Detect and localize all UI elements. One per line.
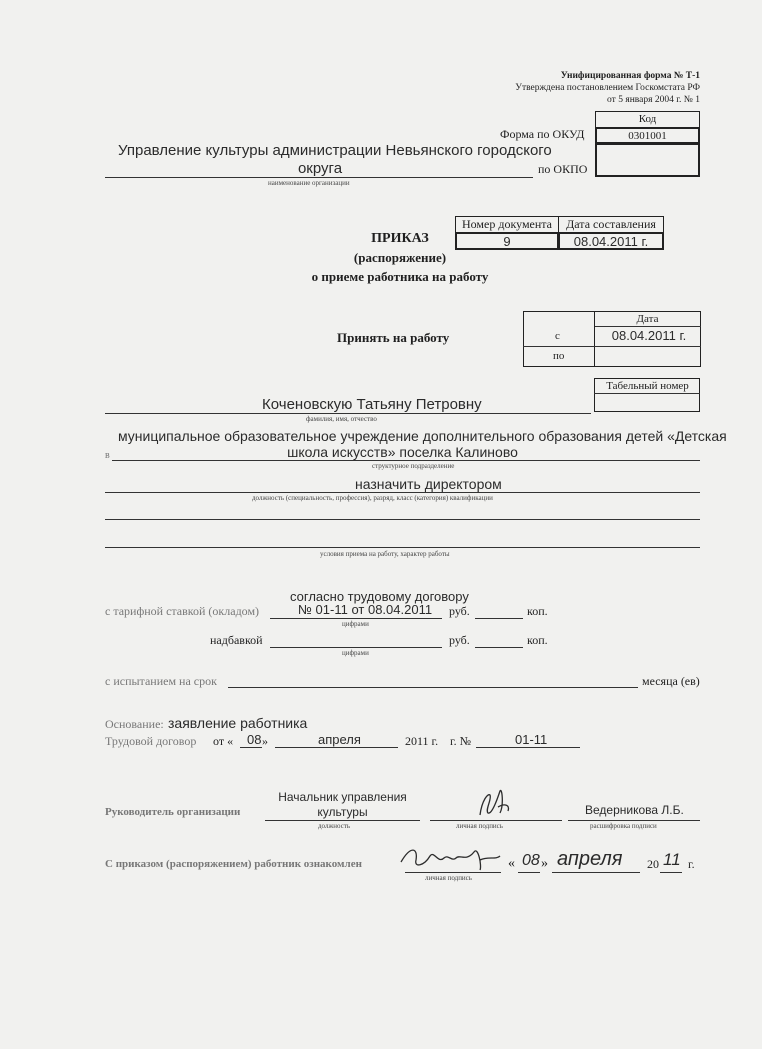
contract-num-label: г. № [450, 734, 472, 748]
okpo-code [595, 143, 700, 177]
bonus-label: надбавкой [210, 633, 263, 647]
ack-year-underline [660, 872, 682, 873]
hire-label: Принять на работу [337, 330, 450, 345]
ack-g: г. [688, 857, 695, 871]
bonus-underline [270, 647, 442, 648]
ack-signature-underline [405, 872, 501, 873]
bonus-kop: коп. [527, 633, 548, 647]
title-prikaz: ПРИКАЗ [371, 231, 429, 246]
bonus-rub-underline [475, 647, 523, 648]
unit-prefix: в [105, 450, 110, 461]
hire-to-label: по [553, 350, 565, 362]
org-name-underline [105, 177, 533, 178]
form-approved-date: от 5 января 2004 г. № 1 [607, 95, 700, 105]
rate-value: № 01-11 от 08.04.2011 [298, 602, 433, 617]
rate-kop: коп. [527, 604, 548, 618]
tab-number-divider [594, 393, 700, 394]
contract-month-underline [275, 747, 398, 748]
head-signature-caption: личная подпись [456, 822, 503, 830]
position-caption: должность (специальность, профессия), разряд, класс (категория) квалификации [252, 494, 493, 502]
head-position-line1: Начальник управления [278, 790, 407, 804]
contract-num-underline [476, 747, 580, 748]
head-decode-underline [568, 820, 700, 821]
doc-date-header: Дата составления [558, 216, 664, 233]
okpo-label: по ОКПО [538, 162, 588, 176]
employee-name-caption: фамилия, имя, отчество [306, 415, 377, 423]
bonus-rub: руб. [449, 633, 470, 647]
hire-date-divider [594, 311, 595, 367]
ack-open-quote: « [508, 856, 515, 871]
contract-label: Трудовой договор [105, 734, 197, 748]
ack-signature-caption: личная подпись [425, 874, 472, 882]
ack-label: С приказом (распоряжением) работник ознакомлен [105, 858, 362, 870]
hire-from-label: с [555, 330, 560, 342]
form-header [515, 70, 700, 106]
position-extra-line [105, 519, 700, 520]
rate-rub-underline [475, 618, 523, 619]
basis-label: Основание: [105, 717, 164, 731]
head-label: Руководитель организации [105, 806, 241, 818]
ack-year-prefix: 20 [647, 857, 659, 871]
contract-day-close: » [262, 734, 268, 748]
conditions-caption: условия приема на работу, характер работы [320, 550, 450, 558]
org-name-line1: Управление культуры администрации Невьянского городского [118, 142, 552, 159]
rate-rub: руб. [449, 604, 470, 618]
contract-day-underline [240, 747, 262, 748]
head-position-underline [265, 820, 420, 821]
ack-day: 08 [522, 852, 540, 869]
probation-unit: месяца (ев) [642, 674, 700, 688]
head-signature-underline [430, 820, 562, 821]
contract-from: от « [213, 734, 234, 748]
position-underline [105, 492, 700, 493]
doc-number-value: 9 [455, 232, 559, 250]
contract-num-value: 01-11 [515, 732, 548, 747]
position-value: назначить директором [355, 476, 502, 492]
ack-signature-image [396, 840, 506, 876]
okud-code: 0301001 [595, 127, 700, 144]
head-position-line2: культуры [317, 805, 368, 819]
title-rasporyazhenie: (распоряжение) [353, 250, 447, 265]
contract-day: 08 [247, 732, 262, 747]
form-approved: Утверждена постановлением Госкомстата РФ [515, 83, 700, 93]
ack-day-underline [518, 872, 540, 873]
head-decode-value: Ведерникова Л.Б. [585, 803, 684, 817]
bonus-digits-caption: цифрами [342, 649, 369, 657]
rate-label: с тарифной ставкой (окладом) [105, 604, 260, 618]
code-header: Код [595, 111, 700, 128]
employee-name-underline [105, 413, 591, 414]
rate-digits-caption: цифрами [342, 620, 369, 628]
org-name-line2: округа [297, 160, 343, 177]
unit-line2: школа искусств» поселка Калиново [287, 444, 518, 460]
head-position-caption: должность [318, 822, 351, 830]
hire-date-header-line [595, 326, 701, 327]
probation-label: с испытанием на срок [105, 674, 217, 688]
head-signature-image [470, 785, 525, 825]
unit-underline [112, 460, 700, 461]
rate-underline [270, 618, 442, 619]
conditions-underline [105, 547, 700, 548]
probation-underline [228, 687, 638, 688]
org-name-caption: наименование организации [268, 179, 350, 187]
hire-date-header: Дата [636, 313, 659, 325]
contract-month: апреля [318, 732, 361, 747]
employee-name: Коченовскую Татьяну Петровну [262, 396, 482, 413]
hire-row-divider [523, 346, 701, 347]
ack-month-underline [552, 872, 640, 873]
ack-year-suffix: 11 [663, 850, 681, 869]
basis-value: заявление работника [168, 715, 308, 731]
ack-close-quote: » [541, 856, 548, 871]
form-name: Унифицированная форма № Т-1 [560, 71, 700, 81]
doc-date-value: 08.04.2011 г. [558, 232, 664, 250]
head-decode-caption: расшифровка подписи [590, 822, 657, 830]
okud-label: Форма по ОКУД [500, 127, 585, 141]
contract-text: согласно трудовому договору [290, 589, 469, 604]
hire-from-value: 08.04.2011 г. [611, 328, 687, 343]
ack-month: апреля [557, 848, 623, 870]
unit-line1: муниципальное образовательное учреждение дополнительного образования детей «Детская [118, 428, 727, 444]
tab-number-label: Табельный номер [606, 380, 689, 392]
contract-year: 2011 г. [405, 734, 439, 748]
doc-number-header: Номер документа [455, 216, 559, 233]
unit-caption: структурное подразделение [372, 462, 455, 470]
title-subject: о приеме работника на работу [311, 269, 489, 284]
